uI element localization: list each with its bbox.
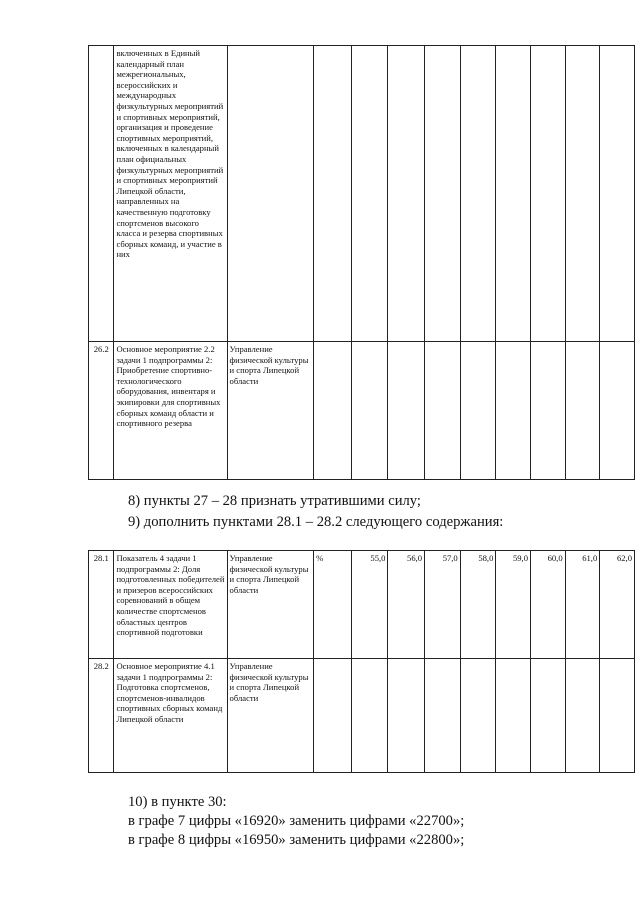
amendment-column-7: в графе 7 цифры «16920» заменить цифрами «22700»; (128, 813, 465, 829)
value-cell (531, 659, 566, 773)
unit-cell: % (314, 551, 352, 659)
amendment-item-9: 9) дополнить пунктами 28.1 – 28.2 следующего содержания: (128, 514, 504, 530)
responsible-party: Управление физической культуры и спорта Липецкой области (227, 659, 314, 773)
value-cell (388, 46, 425, 342)
table-new-items (88, 550, 635, 773)
value-cell (600, 342, 635, 480)
responsible-party (227, 46, 314, 342)
responsible-party: Управление физической культуры и спорта Липецкой области (227, 342, 314, 480)
value-cell (565, 659, 600, 773)
amendment-column-8: в графе 8 цифры «16950» заменить цифрами «22800»; (128, 832, 465, 848)
value-cell (496, 46, 531, 342)
unit-cell (314, 46, 352, 342)
value-cell (600, 46, 635, 342)
measure-name: Основное мероприятие 4.1 задачи 1 подпрограммы 2: Подготовка спортсменов, спортсменов-инвалидов спортивных сборных команд Липецкой области (114, 659, 227, 773)
value-cell (496, 659, 531, 773)
value-cell: 62,0 (600, 551, 635, 659)
value-cell (388, 342, 425, 480)
table-row (89, 46, 635, 342)
value-cell (531, 342, 566, 480)
value-cell: 55,0 (351, 551, 388, 659)
row-number: 28.2 (89, 659, 114, 773)
value-cell (565, 342, 600, 480)
value-cell: 60,0 (531, 551, 566, 659)
value-cell (565, 46, 600, 342)
amendment-item-10: 10) в пункте 30: (128, 794, 227, 810)
table-row (89, 551, 635, 659)
value-cell (425, 659, 461, 773)
value-cell: 56,0 (388, 551, 425, 659)
measure-name: включенных в Единый календарный план межрегиональных, всероссийских и международных физкультурных мероприятий и спортивных мероприятий, организация и проведение спортивных мероприятий, включенных в календарный план официальных физкультурных мероприятий и спортивных мероприятий Липецкой области, направленных на качественную подготовку спортсменов высокого класса и резерва спортивных сборных команд, и участие в них (114, 46, 227, 342)
table-row (89, 659, 635, 773)
value-cell: 58,0 (460, 551, 496, 659)
value-cell: 57,0 (425, 551, 461, 659)
table-continuation (88, 45, 635, 480)
amendment-item-8: 8) пункты 27 – 28 признать утратившими силу; (128, 493, 421, 509)
responsible-party: Управление физической культуры и спорта Липецкой области (227, 551, 314, 659)
value-cell (388, 659, 425, 773)
value-cell (496, 342, 531, 480)
value-cell (425, 46, 461, 342)
row-number: 28.1 (89, 551, 114, 659)
value-cell (531, 46, 566, 342)
value-cell: 59,0 (496, 551, 531, 659)
value-cell (460, 46, 496, 342)
value-cell (460, 342, 496, 480)
unit-cell (314, 659, 352, 773)
value-cell: 61,0 (565, 551, 600, 659)
value-cell (460, 659, 496, 773)
value-cell (600, 659, 635, 773)
value-cell (351, 659, 388, 773)
indicator-name: Показатель 4 задачи 1 подпрограммы 2: Доля подготовленных победителей и призеров всероссийских соревнований в общем количестве спортсменов областных центров спортивной подготовки (114, 551, 227, 659)
measure-name: Основное мероприятие 2.2 задачи 1 подпрограммы 2: Приобретение спортивно-технологического оборудования, инвентаря и экипировки для спортивных сборных команд области и спортивного резерва (114, 342, 227, 480)
table-row (89, 342, 635, 480)
value-cell (351, 46, 388, 342)
row-number: 26.2 (89, 342, 114, 480)
value-cell (425, 342, 461, 480)
row-number (89, 46, 114, 342)
unit-cell (314, 342, 352, 480)
value-cell (351, 342, 388, 480)
